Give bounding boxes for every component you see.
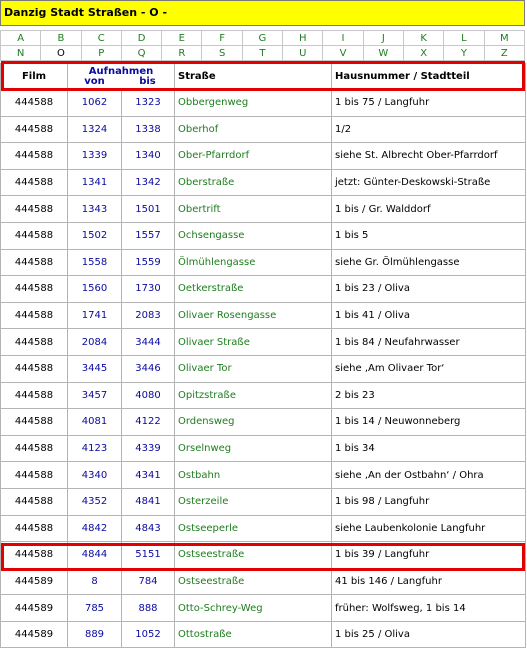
letter-link[interactable]: J xyxy=(363,31,403,46)
letter-link[interactable]: Q xyxy=(121,46,161,61)
cell-film: 444588 xyxy=(1,488,68,515)
cell-bis: 3446 xyxy=(122,355,175,382)
cell-von: 8 xyxy=(68,568,122,595)
header-von: von xyxy=(84,75,105,87)
cell-bis: 3444 xyxy=(122,329,175,356)
cell-von: 1558 xyxy=(68,249,122,276)
letter-link[interactable]: F xyxy=(202,31,242,46)
letter-link[interactable]: U xyxy=(283,46,323,61)
header-von-bis xyxy=(68,77,174,87)
table-header-row xyxy=(1,64,526,90)
cell-bis: 888 xyxy=(122,595,175,622)
cell-haus: früher: Wolfsweg, 1 bis 14 xyxy=(332,595,526,622)
table-row xyxy=(1,435,526,462)
table-row xyxy=(1,542,526,569)
cell-haus: 1 bis 39 / Langfuhr xyxy=(332,542,526,569)
cell-strasse: Obertrift xyxy=(175,196,332,223)
letter-link[interactable]: S xyxy=(202,46,242,61)
table-row xyxy=(1,382,526,409)
table-row xyxy=(1,196,526,223)
cell-bis: 2083 xyxy=(122,302,175,329)
cell-film: 444588 xyxy=(1,249,68,276)
cell-film: 444588 xyxy=(1,435,68,462)
cell-von: 1324 xyxy=(68,116,122,143)
cell-bis: 4080 xyxy=(122,382,175,409)
cell-haus: 41 bis 146 / Langfuhr xyxy=(332,568,526,595)
cell-film: 444588 xyxy=(1,355,68,382)
table-row xyxy=(1,462,526,489)
page-title-bar xyxy=(0,0,525,26)
table-row xyxy=(1,568,526,595)
cell-strasse: Osterzeile xyxy=(175,488,332,515)
table-row xyxy=(1,116,526,143)
cell-film: 444588 xyxy=(1,515,68,542)
letter-link[interactable]: L xyxy=(444,31,484,46)
cell-von: 4352 xyxy=(68,488,122,515)
cell-film: 444588 xyxy=(1,222,68,249)
cell-film: 444589 xyxy=(1,595,68,622)
table-row xyxy=(1,329,526,356)
cell-haus: siehe ‚Am Olivaer Tor‘ xyxy=(332,355,526,382)
cell-haus: siehe Gr. Ölmühlengasse xyxy=(332,249,526,276)
cell-film: 444588 xyxy=(1,90,68,117)
table-row xyxy=(1,595,526,622)
cell-bis: 1338 xyxy=(122,116,175,143)
cell-bis: 784 xyxy=(122,568,175,595)
letter-link[interactable]: Z xyxy=(484,46,524,61)
cell-haus: 1 bis 5 xyxy=(332,222,526,249)
cell-film: 444588 xyxy=(1,302,68,329)
header-aufnahmen xyxy=(68,64,175,90)
streets-table xyxy=(0,63,526,648)
cell-bis: 4122 xyxy=(122,409,175,436)
cell-haus: 1 bis 34 xyxy=(332,435,526,462)
cell-film: 444588 xyxy=(1,196,68,223)
cell-von: 2084 xyxy=(68,329,122,356)
cell-von: 4340 xyxy=(68,462,122,489)
cell-strasse: Ordensweg xyxy=(175,409,332,436)
letter-link[interactable]: G xyxy=(242,31,282,46)
table-row xyxy=(1,143,526,170)
cell-bis: 1730 xyxy=(122,276,175,303)
cell-haus: 1 bis 14 / Neuwonneberg xyxy=(332,409,526,436)
letter-link[interactable]: D xyxy=(121,31,161,46)
cell-film: 444588 xyxy=(1,382,68,409)
cell-strasse: Olivaer Tor xyxy=(175,355,332,382)
cell-film: 444589 xyxy=(1,621,68,648)
cell-strasse: Orselnweg xyxy=(175,435,332,462)
cell-strasse: Ochsengasse xyxy=(175,222,332,249)
alphabet-row-1 xyxy=(1,31,525,46)
header-bis: bis xyxy=(139,75,156,87)
cell-strasse: Obbergenweg xyxy=(175,90,332,117)
header-aufnahmen-label: Aufnahmen xyxy=(88,65,154,77)
table-row xyxy=(1,276,526,303)
cell-haus: jetzt: Günter-Deskowski-Straße xyxy=(332,169,526,196)
letter-link[interactable]: C xyxy=(81,31,121,46)
cell-haus: 1 bis / Gr. Walddorf xyxy=(332,196,526,223)
header-strasse: Straße xyxy=(175,64,332,90)
cell-haus: 1 bis 25 / Oliva xyxy=(332,621,526,648)
cell-bis: 5151 xyxy=(122,542,175,569)
cell-haus: siehe Laubenkolonie Langfuhr xyxy=(332,515,526,542)
cell-strasse: Oetkerstraße xyxy=(175,276,332,303)
table-row xyxy=(1,249,526,276)
cell-von: 1741 xyxy=(68,302,122,329)
cell-bis: 1052 xyxy=(122,621,175,648)
letter-link[interactable]: I xyxy=(323,31,363,46)
letter-link[interactable]: H xyxy=(283,31,323,46)
cell-haus: siehe ‚An der Ostbahn‘ / Ohra xyxy=(332,462,526,489)
letter-link[interactable]: O xyxy=(41,46,81,61)
cell-strasse: Oberstraße xyxy=(175,169,332,196)
cell-strasse: Ostseeperle xyxy=(175,515,332,542)
cell-film: 444588 xyxy=(1,276,68,303)
cell-haus: 1/2 xyxy=(332,116,526,143)
letter-link[interactable]: E xyxy=(162,31,202,46)
cell-von: 1343 xyxy=(68,196,122,223)
cell-bis: 4841 xyxy=(122,488,175,515)
cell-strasse: Ottostraße xyxy=(175,621,332,648)
letter-link[interactable]: R xyxy=(162,46,202,61)
page-title: Danzig Stadt Straßen - O - xyxy=(4,6,168,19)
cell-von: 3457 xyxy=(68,382,122,409)
letter-link[interactable]: A xyxy=(1,31,41,46)
cell-strasse: Ober-Pfarrdorf xyxy=(175,143,332,170)
cell-haus: 1 bis 98 / Langfuhr xyxy=(332,488,526,515)
cell-von: 4123 xyxy=(68,435,122,462)
letter-link[interactable]: K xyxy=(403,31,443,46)
cell-von: 4081 xyxy=(68,409,122,436)
cell-von: 1339 xyxy=(68,143,122,170)
cell-bis: 4341 xyxy=(122,462,175,489)
cell-film: 444588 xyxy=(1,143,68,170)
table-row xyxy=(1,409,526,436)
cell-bis: 1340 xyxy=(122,143,175,170)
letter-link[interactable]: M xyxy=(484,31,524,46)
cell-von: 1062 xyxy=(68,90,122,117)
cell-bis: 1323 xyxy=(122,90,175,117)
alphabet-row-2 xyxy=(1,46,525,61)
cell-bis: 4843 xyxy=(122,515,175,542)
cell-von: 3445 xyxy=(68,355,122,382)
cell-strasse: Opitzstraße xyxy=(175,382,332,409)
cell-von: 1341 xyxy=(68,169,122,196)
table-row xyxy=(1,515,526,542)
cell-strasse: Ölmühlengasse xyxy=(175,249,332,276)
cell-strasse: Olivaer Rosengasse xyxy=(175,302,332,329)
alphabet-index xyxy=(0,30,525,61)
cell-strasse: Ostseestraße xyxy=(175,542,332,569)
cell-film: 444588 xyxy=(1,409,68,436)
cell-von: 889 xyxy=(68,621,122,648)
cell-bis: 1559 xyxy=(122,249,175,276)
cell-haus: 1 bis 41 / Oliva xyxy=(332,302,526,329)
cell-von: 4844 xyxy=(68,542,122,569)
letter-link[interactable]: N xyxy=(1,46,41,61)
table-row xyxy=(1,169,526,196)
table-row xyxy=(1,621,526,648)
table-row xyxy=(1,222,526,249)
letter-link[interactable]: V xyxy=(323,46,363,61)
cell-von: 1560 xyxy=(68,276,122,303)
cell-haus: 1 bis 23 / Oliva xyxy=(332,276,526,303)
cell-bis: 1557 xyxy=(122,222,175,249)
letter-link[interactable]: Y xyxy=(444,46,484,61)
header-hausnummer: Hausnummer / Stadtteil xyxy=(332,64,526,90)
cell-film: 444588 xyxy=(1,462,68,489)
table-row xyxy=(1,488,526,515)
cell-strasse: Oberhof xyxy=(175,116,332,143)
cell-strasse: Ostbahn xyxy=(175,462,332,489)
table-row xyxy=(1,90,526,117)
cell-film: 444588 xyxy=(1,116,68,143)
cell-von: 1502 xyxy=(68,222,122,249)
cell-bis: 1342 xyxy=(122,169,175,196)
letter-link[interactable]: T xyxy=(242,46,282,61)
cell-von: 4842 xyxy=(68,515,122,542)
cell-film: 444588 xyxy=(1,169,68,196)
cell-bis: 1501 xyxy=(122,196,175,223)
cell-haus: 2 bis 23 xyxy=(332,382,526,409)
cell-film: 444588 xyxy=(1,542,68,569)
letter-link[interactable]: P xyxy=(81,46,121,61)
cell-strasse: Olivaer Straße xyxy=(175,329,332,356)
table-row xyxy=(1,302,526,329)
cell-strasse: Otto-Schrey-Weg xyxy=(175,595,332,622)
cell-haus: siehe St. Albrecht Ober-Pfarrdorf xyxy=(332,143,526,170)
cell-haus: 1 bis 75 / Langfuhr xyxy=(332,90,526,117)
letter-link[interactable]: B xyxy=(41,31,81,46)
cell-strasse: Ostseestraße xyxy=(175,568,332,595)
letter-link[interactable]: X xyxy=(403,46,443,61)
letter-link[interactable]: W xyxy=(363,46,403,61)
header-film: Film xyxy=(1,64,68,90)
cell-film: 444589 xyxy=(1,568,68,595)
table-row xyxy=(1,355,526,382)
cell-film: 444588 xyxy=(1,329,68,356)
cell-haus: 1 bis 84 / Neufahrwasser xyxy=(332,329,526,356)
cell-von: 785 xyxy=(68,595,122,622)
cell-bis: 4339 xyxy=(122,435,175,462)
